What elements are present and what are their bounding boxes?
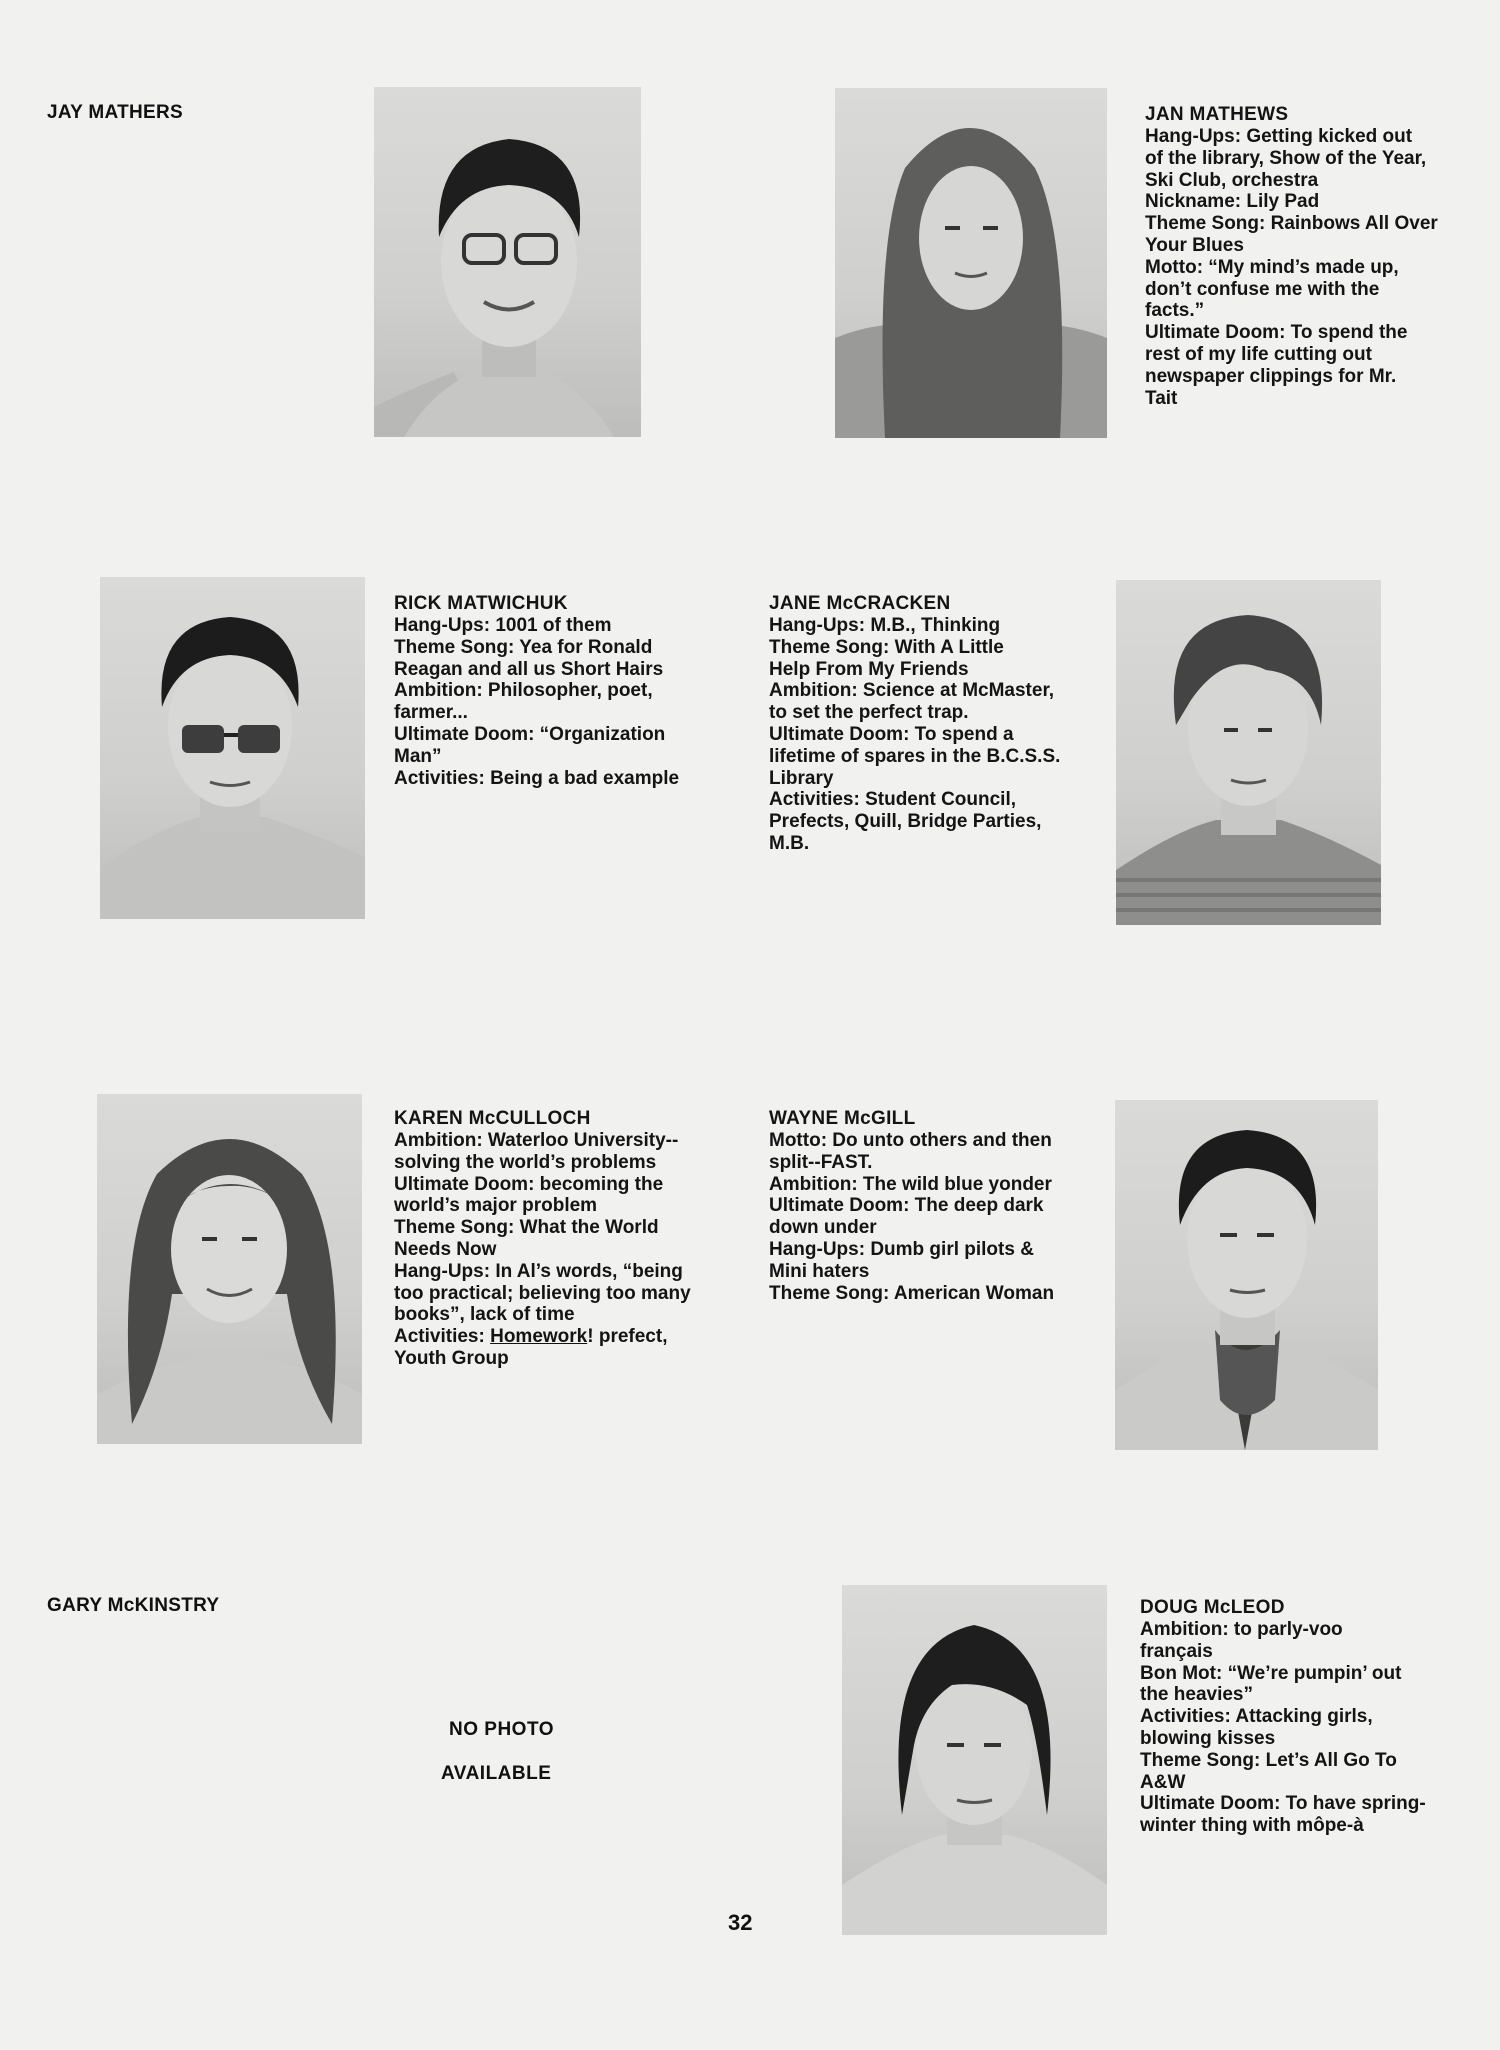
activities-rest: ! prefect,: [587, 1326, 668, 1348]
bio-line: français: [1140, 1640, 1213, 1662]
bio-line: Ultimate Doom: To spend a: [769, 723, 1014, 745]
bio-line: Ambition: Philosopher, poet,: [394, 680, 653, 702]
student-name-jay-mathers: JAY MATHERS: [47, 102, 183, 123]
bio-line: Ambition: Waterloo University--: [394, 1130, 679, 1151]
bio-line: Ultimate Doom: “Organization: [394, 723, 666, 745]
bio-line: winter thing with môpe-à: [1140, 1815, 1364, 1837]
bio-line: Activities: Student Council,: [769, 789, 1017, 811]
bio-line: Tait: [1145, 387, 1178, 409]
portrait-wayne-mcgill: [1115, 1100, 1378, 1450]
photo-wayne-mcgill: [1115, 1100, 1378, 1450]
photo-jan-mathews: [835, 88, 1107, 438]
student-name-wayne-mcgill: WAYNE McGILL: [769, 1108, 916, 1129]
bio-line: Theme Song: Let’s All Go To: [1140, 1749, 1397, 1771]
bio-line: Hang-Ups: 1001 of them: [394, 615, 612, 636]
bio-line: rest of my life cutting out: [1145, 343, 1372, 365]
bio-line: blowing kisses: [1140, 1727, 1276, 1749]
bio-line-activities: [394, 1326, 691, 1348]
bio-line: Ski Club, orchestra: [1145, 169, 1319, 191]
photo-doug-mcleod: [842, 1585, 1107, 1935]
portrait-jane-mccracken: [1116, 580, 1381, 925]
bio-line: don’t confuse me with the: [1145, 278, 1380, 300]
bio-line: Ambition: Science at McMaster,: [769, 680, 1055, 702]
bio-line: Motto: Do unto others and then: [769, 1130, 1052, 1151]
bio-line: Library: [769, 767, 834, 789]
bio-line: newspaper clippings for Mr.: [1145, 365, 1397, 387]
bio-line: Mini haters: [769, 1260, 870, 1282]
bio-line: Youth Group: [394, 1347, 509, 1369]
student-name-jan-mathews: JAN MATHEWS: [1145, 104, 1289, 125]
bio-line: books”, lack of time: [394, 1304, 575, 1326]
bio-line: Theme Song: With A Little: [769, 636, 1004, 658]
bio-line: solving the world’s problems: [394, 1151, 657, 1173]
student-name-doug-mcleod: DOUG McLEOD: [1140, 1597, 1285, 1618]
bio-line: Activities: Being a bad example: [394, 767, 680, 789]
bio-line: Ultimate Doom: becoming the: [394, 1173, 664, 1195]
bio-line: Hang-Ups: Getting kicked out: [1145, 126, 1413, 147]
bio-karen-mcculloch: [394, 1108, 691, 1370]
portrait-jay-mathers: [374, 87, 641, 437]
bio-line: Ultimate Doom: To spend the: [1145, 322, 1408, 344]
portrait-rick-matwichuk: [100, 577, 365, 919]
bio-line: Your Blues: [1145, 234, 1244, 256]
bio-line: split--FAST.: [769, 1151, 873, 1173]
student-name-rick-matwichuk: RICK MATWICHUK: [394, 593, 568, 614]
bio-jane-mccracken: [769, 593, 1060, 855]
bio-doug-mcleod: [1140, 1597, 1426, 1837]
bio-line: Motto: “My mind’s made up,: [1145, 256, 1399, 278]
student-name-jane-mccracken: JANE McCRACKEN: [769, 593, 951, 614]
bio-line: Theme Song: American Woman: [769, 1282, 1055, 1304]
bio-line: to set the perfect trap.: [769, 702, 969, 724]
bio-line: Man”: [394, 745, 442, 767]
bio-line: world’s major problem: [394, 1195, 598, 1217]
activities-underlined: Homework: [490, 1326, 588, 1348]
bio-line: Theme Song: Yea for Ronald: [394, 636, 653, 658]
bio-line: Activities: Attacking girls,: [1140, 1706, 1373, 1728]
no-photo-line2: AVAILABLE: [441, 1763, 552, 1784]
bio-line: Help From My Friends: [769, 658, 969, 680]
bio-line: Reagan and all us Short Hairs: [394, 658, 664, 680]
bio-line: Prefects, Quill, Bridge Parties,: [769, 811, 1042, 833]
bio-line: lifetime of spares in the B.C.S.S.: [769, 745, 1061, 767]
activities-label: Activities:: [394, 1326, 491, 1348]
bio-wayne-mcgill: [769, 1108, 1054, 1304]
photo-jane-mccracken: [1116, 580, 1381, 925]
bio-jan-mathews: [1145, 104, 1438, 409]
student-name-gary-mckinstry: GARY McKINSTRY: [47, 1595, 220, 1616]
bio-line: M.B.: [769, 832, 810, 854]
bio-line: Ambition: to parly-voo: [1140, 1619, 1343, 1640]
bio-line: Needs Now: [394, 1238, 497, 1260]
bio-line: of the library, Show of the Year,: [1145, 147, 1427, 169]
student-name-karen-mcculloch: KAREN McCULLOCH: [394, 1108, 591, 1129]
bio-line: too practical; believing too many: [394, 1282, 691, 1304]
bio-line: A&W: [1140, 1771, 1186, 1793]
bio-line: facts.”: [1145, 300, 1205, 322]
no-photo-line1: NO PHOTO: [449, 1719, 554, 1740]
bio-line: Theme Song: Rainbows All Over: [1145, 213, 1438, 235]
bio-rick-matwichuk: [394, 593, 679, 789]
photo-karen-mcculloch: [97, 1094, 362, 1444]
portrait-jan-mathews: [835, 88, 1107, 438]
bio-line: farmer...: [394, 702, 468, 724]
bio-line: Bon Mot: “We’re pumpin’ out: [1140, 1662, 1402, 1684]
portrait-karen-mcculloch: [97, 1094, 362, 1444]
bio-line: Hang-Ups: M.B., Thinking: [769, 615, 1001, 636]
photo-jay-mathers: [374, 87, 641, 437]
bio-line: Hang-Ups: In Al’s words, “being: [394, 1260, 683, 1282]
bio-line: down under: [769, 1217, 877, 1239]
bio-line: Ultimate Doom: To have spring-: [1140, 1793, 1426, 1815]
page-number: 32: [728, 1910, 753, 1935]
bio-line: Ambition: The wild blue yonder: [769, 1173, 1052, 1195]
photo-rick-matwichuk: [100, 577, 365, 919]
bio-line: Theme Song: What the World: [394, 1217, 659, 1239]
bio-line: Hang-Ups: Dumb girl pilots &: [769, 1238, 1034, 1260]
bio-line: Ultimate Doom: The deep dark: [769, 1195, 1044, 1217]
bio-line: Nickname: Lily Pad: [1145, 191, 1320, 213]
bio-line: the heavies”: [1140, 1684, 1253, 1706]
portrait-doug-mcleod: [842, 1585, 1107, 1935]
